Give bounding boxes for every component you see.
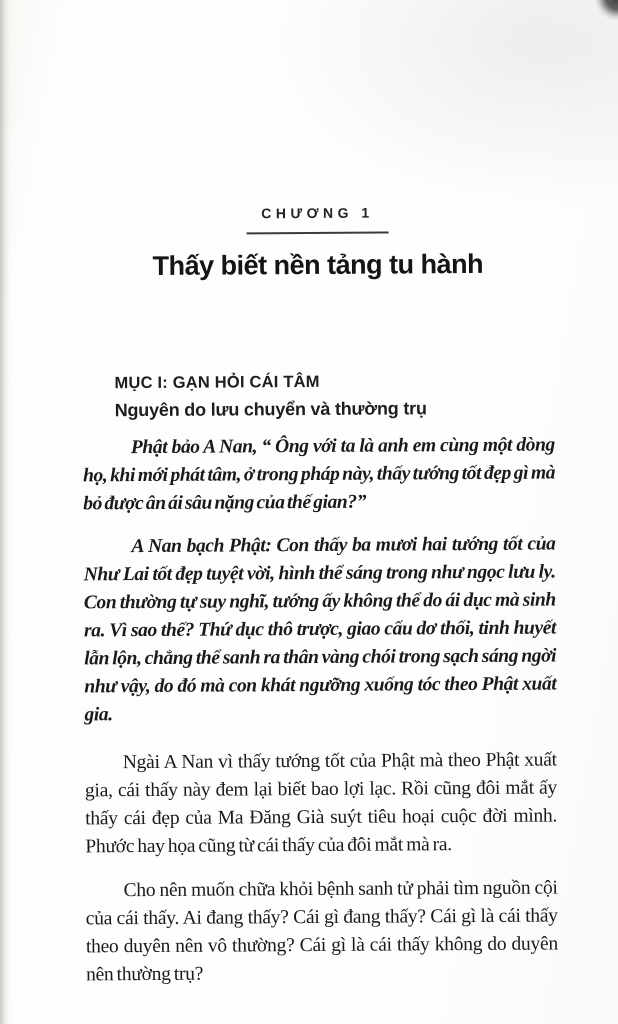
section-subheading: Nguyên do lưu chuyển và thường trụ — [114, 397, 427, 420]
chapter-rule — [247, 231, 389, 234]
commentary-paragraph: Cho nên muốn chữa khỏi bệnh sanh tử phải tìm nguồn cội của cái thấy. Ai đang thấy? Cái gì đang thấy? Cái gì là cái thấy theo duyên nên vô thường? Cái gì là cái thấy không do duyên nên thường trụ? — [85, 877, 558, 986]
chapter-title: Thấy biết nền tảng tu hành — [152, 248, 484, 281]
section-header — [114, 371, 554, 421]
body-text — [83, 432, 558, 990]
section-heading: MỤC I: GẠN HỎI CÁI TÂM — [114, 372, 320, 393]
commentary-paragraph: Ngài A Nan vì thấy tướng tốt của Phật mà theo Phật xuất gia, cái thấy này đem lại biết bao lợi lạc. Rồi cũng đôi mắt ấy thấy cái đẹp của Ma Đăng Già suýt tiêu hoại cuộc đời mình. Phước hay họa cũng từ cái thấy của đôi mắt mà ra. — [84, 749, 558, 858]
sutra-quote-paragraph: Phật bảo A Nan, “ Ông với ta là anh em cùng một dòng họ, khi mới phát tâm, ở trong pháp này, thấy tướng tốt đẹp gì mà bỏ được ân ái sâu nặng của thế gian?” — [82, 434, 556, 515]
chapter-label: CHƯƠNG 1 — [261, 204, 374, 222]
sutra-quote-paragraph: A Nan bạch Phật: Con thấy ba mươi hai tướng tốt của Như Lai tốt đẹp tuyệt vời, hình thể sáng trong như ngọc lưu ly. Con thường tự suy nghĩ, tướng ấy không thể do ái dục mà sinh ra. Vì sao thế? Thứ dục thô trược, giao cấu dơ thối, tinh huyết lẫn lộn, chẳng thể sanh ra thân vàng chói trong sạch sáng ngời như vậy, do đó mà con khát ngưỡng xuống tóc theo Phật xuất gia. — [83, 533, 557, 726]
